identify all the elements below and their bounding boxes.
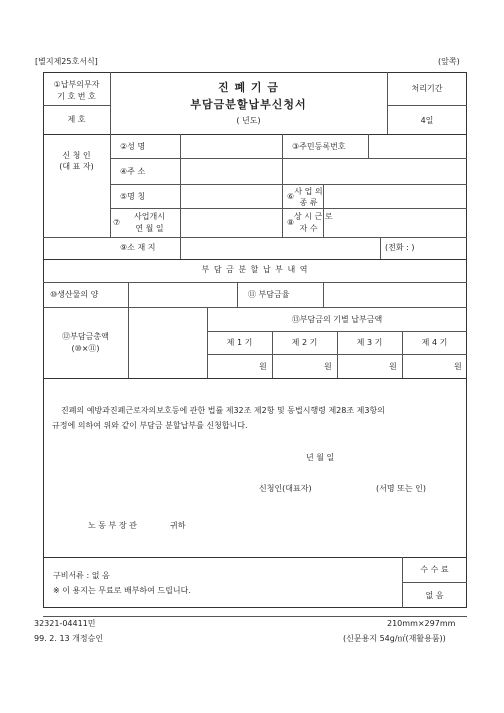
fee-label: 수 수 료 bbox=[420, 565, 449, 574]
address-field[interactable] bbox=[181, 159, 466, 183]
processing-period-label: 처리기간 bbox=[411, 84, 443, 93]
workers-field[interactable] bbox=[324, 209, 466, 236]
year-field[interactable]: ( 년도) bbox=[236, 116, 261, 125]
name-field[interactable] bbox=[181, 135, 281, 157]
name-label: ②성 명 bbox=[120, 142, 146, 151]
processing-period-value: 4일 bbox=[420, 116, 434, 125]
form-id: [별지제25호서식] bbox=[35, 57, 98, 66]
period-4-unit: 원 bbox=[454, 362, 462, 371]
rate-field[interactable] bbox=[324, 283, 466, 306]
production-field[interactable] bbox=[129, 283, 236, 306]
applicant-section-label-1: 신 청 인 bbox=[62, 151, 91, 160]
total-amount-label-2: (⑩×⑪) bbox=[71, 344, 100, 353]
statement-line-2: 규정에 의하여 위와 같이 부담금 분할납부를 신청합니다. bbox=[52, 421, 248, 430]
resident-no-field[interactable] bbox=[369, 135, 466, 157]
circle-7: ⑦ bbox=[113, 218, 121, 227]
period-3-label: 제 3 기 bbox=[356, 338, 383, 347]
business-type-label-2: 종 류 bbox=[299, 198, 318, 207]
period-1-unit: 원 bbox=[259, 362, 267, 371]
start-date-field[interactable] bbox=[181, 209, 281, 236]
period-2-label: 제 2 기 bbox=[291, 338, 318, 347]
signature-field[interactable]: (서명 또는 인) bbox=[376, 484, 426, 493]
start-date-label-2: 연 월 일 bbox=[135, 224, 164, 233]
circle-6: ⑥ bbox=[287, 192, 295, 201]
approval-date: 99. 2. 13 개정승인 bbox=[34, 634, 104, 643]
period-4-label: 제 4 기 bbox=[421, 338, 448, 347]
location-field[interactable] bbox=[181, 238, 379, 258]
start-date-label-1: 사업개시 bbox=[134, 212, 165, 221]
number-field[interactable]: 제 호 bbox=[67, 115, 86, 124]
phone-field[interactable]: (전화 : ) bbox=[385, 243, 415, 252]
resident-no-label: ③주민등록번호 bbox=[292, 142, 346, 151]
location-label: ⑨소 재 지 bbox=[120, 243, 156, 252]
form-code: 32321-04411민 bbox=[34, 619, 96, 628]
period-3-unit: 원 bbox=[389, 362, 397, 371]
addressee: 노 동 부 장 관 bbox=[88, 521, 137, 530]
statement-line-1: 진폐의 예방과진폐근로자의보호등에 관한 법률 제32조 제2항 및 동법시행령 제28조 제3항의 bbox=[61, 406, 385, 415]
form-title-line1: 진 폐 기 금 bbox=[218, 81, 279, 94]
circle-8: ⑧ bbox=[287, 218, 295, 227]
business-type-field[interactable] bbox=[324, 185, 466, 207]
per-period-label: ⑬부담금의 기별 납부금액 bbox=[291, 315, 383, 324]
taxpayer-label-2: 기 호 번 호 bbox=[57, 92, 96, 101]
form-title-line2: 부담금분할납부신청서 bbox=[190, 98, 307, 111]
paper-size: 210mm×297mm bbox=[387, 619, 456, 628]
total-amount-field[interactable] bbox=[129, 308, 206, 377]
required-docs: 구비서류 : 없 음 bbox=[53, 571, 110, 580]
free-distribution-note: ※ 이 용지는 무료로 배부하여 드립니다. bbox=[53, 586, 191, 595]
production-label: ⑩생산물의 양 bbox=[50, 290, 99, 299]
applicant-section-label-2: (대 표 자) bbox=[59, 162, 94, 171]
business-type-label-1: 사 업 의 bbox=[294, 187, 323, 196]
fee-value: 없 음 bbox=[425, 591, 444, 600]
period-1-label: 제 1 기 bbox=[226, 338, 253, 347]
signer-label: 신청인(대표자) bbox=[259, 484, 312, 493]
installment-section-title: 부 담 금 분 할 납 부 내 역 bbox=[201, 265, 309, 274]
taxpayer-label-1: ①납부의무자 bbox=[53, 80, 100, 89]
paper-spec: (신문용지 54g/㎡(재활용품)) bbox=[343, 634, 446, 643]
workers-label-2: 자 수 bbox=[299, 224, 318, 233]
company-name-field[interactable] bbox=[181, 185, 281, 207]
address-label: ④주 소 bbox=[120, 167, 146, 176]
honorific: 귀하 bbox=[170, 521, 186, 530]
application-date[interactable]: 년 월 일 bbox=[306, 453, 335, 462]
period-2-unit: 원 bbox=[324, 362, 332, 371]
rate-label: ⑪ 부담금율 bbox=[248, 290, 290, 299]
total-amount-label-1: ⑫부담금총액 bbox=[62, 332, 109, 341]
workers-label-1: 상 시 근 로 bbox=[294, 212, 333, 221]
page-side: (앞쪽) bbox=[438, 57, 460, 66]
company-name-label: ⑤명 칭 bbox=[120, 192, 146, 201]
